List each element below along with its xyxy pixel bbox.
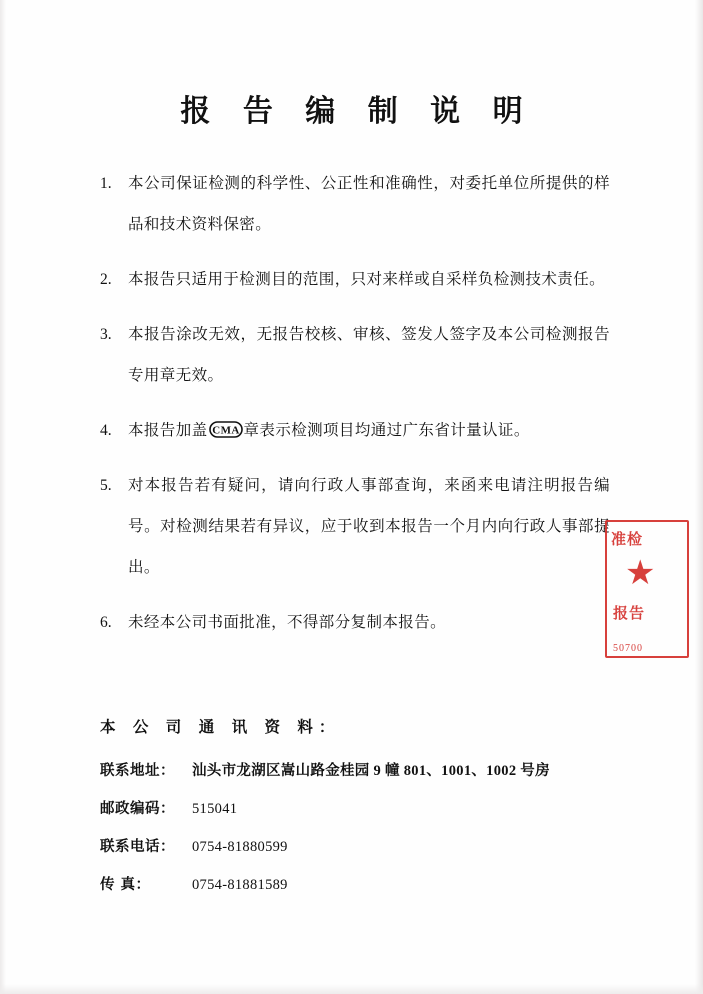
clause-text: 本报告只适用于检测目的范围，只对来样或自采样负检测技术责任。 [128,270,606,288]
contact-value: 0754-81881589 [192,877,288,893]
contact-heading: 本 公 司 通 讯 资 料： [100,717,341,736]
clause-number: 2. [100,271,112,288]
clause-item [100,314,610,396]
clause-item [100,163,610,245]
clause-item [100,259,610,300]
clause-text: 未经本公司书面批准，不得部分复制本报告。 [128,613,447,631]
clause-item [100,602,610,643]
clause-item [100,410,610,451]
contact-label: 联系电话： [100,838,175,855]
clause-list [100,163,610,657]
clause-text-with-seal [128,410,610,451]
clause-text: 本公司保证检测的科学性、公正性和准确性，对委托单位所提供的样品和技术资料保密。 [128,174,610,233]
clause-number: 4. [100,422,112,439]
clause-number: 1. [100,175,112,192]
contact-block [100,715,620,911]
clause-text-before-seal: 本报告加盖 [128,421,208,439]
contact-row-postcode [100,797,620,818]
cma-seal-icon [209,421,243,438]
page-title: 报 告 编 制 说 明 [180,94,534,129]
clause-number: 5. [100,477,112,494]
stamp-top-text: 准检 [611,530,644,548]
clause-number: 6. [100,614,112,631]
scan-edge-bottom [0,984,703,994]
scan-edge-right [695,0,703,994]
stamp-code: 50700 [613,643,643,654]
contact-row-phone [100,835,620,856]
clause-item [100,465,610,588]
stamp-mid-text: 报告 [613,604,646,622]
clause-number: 3. [100,326,112,343]
contact-label: 邮政编码： [100,800,175,817]
contact-row-address [100,759,620,780]
clause-text: 本报告涂改无效，无报告校核、审核、签发人签字及本公司检测报告专用章无效。 [128,325,610,384]
clause-text: 对本报告若有疑问，请向行政人事部查询，来函来电请注明报告编号。对检测结果若有异议，应于收到本报告一个月内向行政人事部提出。 [128,476,610,576]
scan-edge-left [0,0,6,994]
star-icon: ★ [625,553,656,593]
contact-label: 传 真： [100,876,151,893]
contact-label: 联系地址： [100,762,175,779]
contact-value: 0754-81880599 [192,839,288,855]
clause-text-after-seal: 章表示检测项目均通过广东省计量认证。 [243,421,530,439]
red-official-stamp [605,520,691,660]
svg-text:CMA: CMA [211,424,240,437]
contact-value: 515041 [192,801,238,817]
contact-value: 汕头市龙湖区嵩山路金桂园 9 幢 801、1001、1002 号房 [192,763,550,779]
contact-row-fax [100,873,620,894]
